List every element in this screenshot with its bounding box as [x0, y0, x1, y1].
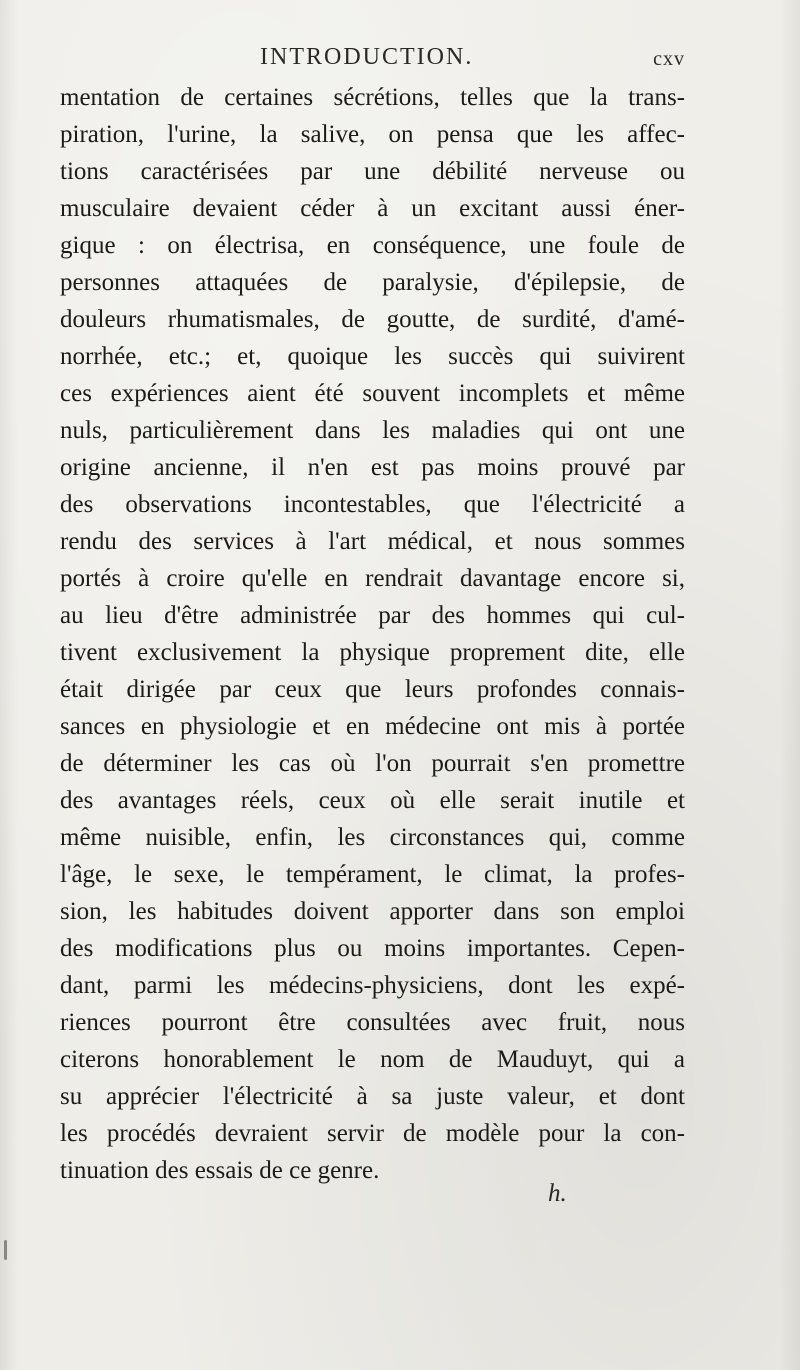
- margin-speck: [4, 1240, 7, 1260]
- text-line: les procédés devraient servir de modèle pour la con-: [60, 1120, 685, 1147]
- text-line: mentation de certaines sécrétions, telles que la trans-: [60, 84, 685, 111]
- text-line: de déterminer les cas où l'on pourrait s'en promettre: [60, 750, 685, 777]
- text-line: tivent exclusivement la physique proprement dite, elle: [60, 639, 685, 666]
- text-line: ces expériences aient été souvent incomplets et même: [60, 380, 685, 407]
- text-line: sances en physiologie et en médecine ont mis à portée: [60, 713, 685, 740]
- text-line: des avantages réels, ceux où elle serait inutile et: [60, 787, 685, 814]
- text-line: gique : on électrisa, en conséquence, une foule de: [60, 232, 685, 259]
- text-line: au lieu d'être administrée par des hommes qui cul-: [60, 602, 685, 629]
- text-line: portés à croire qu'elle en rendrait davantage encore si,: [60, 565, 685, 592]
- text-line: sion, les habitudes doivent apporter dans son emploi: [60, 898, 685, 925]
- text-line: nuls, particulièrement dans les maladies qui ont une: [60, 417, 685, 444]
- text-line: des observations incontestables, que l'électricité a: [60, 491, 685, 518]
- text-line-last: tinuation des essais de ce genre.: [60, 1157, 380, 1184]
- text-line: norrhée, etc.; et, quoique les succès qui suivirent: [60, 343, 685, 370]
- text-line: des modifications plus ou moins importantes. Cepen-: [60, 935, 685, 962]
- text-line: tions caractérisées par une débilité nerveuse ou: [60, 158, 685, 185]
- text-line: douleurs rhumatismales, de goutte, de surdité, d'amé-: [60, 306, 685, 333]
- signature-mark: h.: [548, 1180, 567, 1207]
- running-title: INTRODUCTION.: [260, 44, 474, 70]
- text-line: personnes attaquées de paralysie, d'épilepsie, de: [60, 269, 685, 296]
- text-line: était dirigée par ceux que leurs profondes connais-: [60, 676, 685, 703]
- text-line: l'âge, le sexe, le tempérament, le climat, la profes-: [60, 861, 685, 888]
- text-line: musculaire devaient céder à un excitant aussi éner-: [60, 195, 685, 222]
- body-text: [60, 79, 685, 1189]
- text-line: riences pourront être consultées avec fruit, nous: [60, 1009, 685, 1036]
- text-line: origine ancienne, il n'en est pas moins prouvé par: [60, 454, 685, 481]
- text-line: même nuisible, enfin, les circonstances qui, comme: [60, 824, 685, 851]
- text-line: dant, parmi les médecins-physiciens, dont les expé-: [60, 972, 685, 999]
- text-line: su apprécier l'électricité à sa juste valeur, et dont: [60, 1083, 685, 1110]
- text-line: rendu des services à l'art médical, et nous sommes: [60, 528, 685, 555]
- page-number: cxv: [653, 48, 685, 70]
- text-line: citerons honorablement le nom de Mauduyt, qui a: [60, 1046, 685, 1073]
- text-line: piration, l'urine, la salive, on pensa que les affec-: [60, 121, 685, 148]
- running-head: [60, 44, 685, 80]
